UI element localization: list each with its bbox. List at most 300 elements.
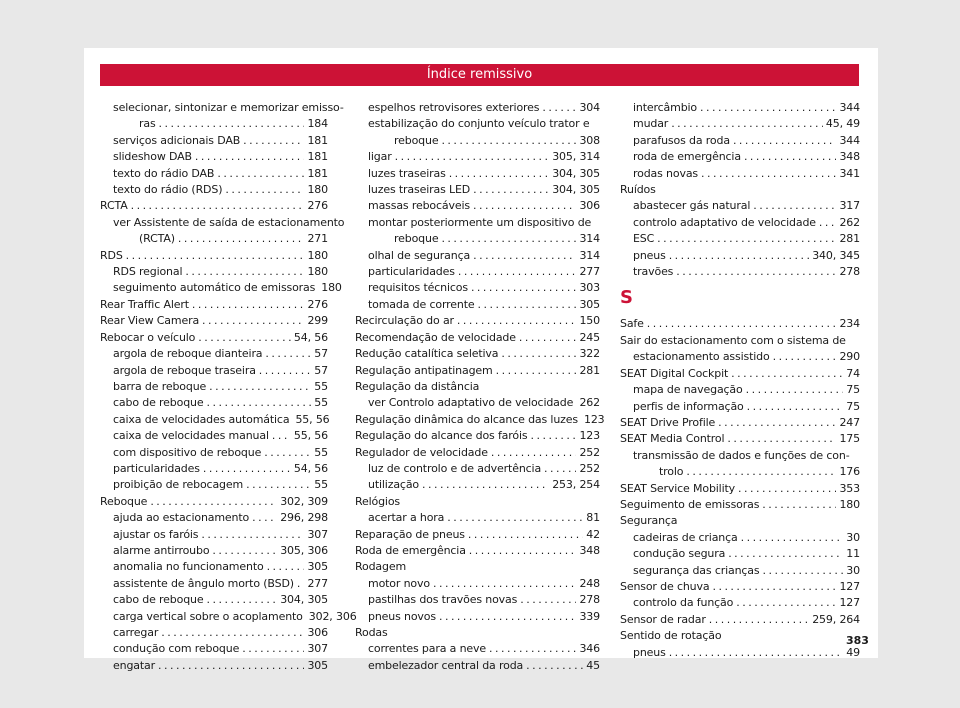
index-term: travões xyxy=(633,265,674,279)
index-entry xyxy=(355,609,600,625)
index-page-ref: 184 xyxy=(307,117,328,131)
index-page-ref: 277 xyxy=(579,265,600,279)
dot-leader xyxy=(496,363,577,379)
index-entry xyxy=(100,625,328,641)
dot-leader xyxy=(297,576,305,592)
index-entry xyxy=(100,559,328,575)
index-page-ref: 302, 309 xyxy=(280,494,328,508)
index-term: motor novo xyxy=(368,576,430,590)
index-page-ref: 54, 56 xyxy=(293,461,328,475)
index-entry xyxy=(355,313,600,329)
index-term: ajuda ao estacionamento xyxy=(113,511,250,525)
index-page-ref: 55 xyxy=(314,478,328,492)
index-entry xyxy=(620,149,860,165)
dot-leader xyxy=(203,461,291,477)
index-page-ref: 306 xyxy=(307,626,328,639)
index-page-ref: 75 xyxy=(846,399,860,413)
index-page-ref: 271 xyxy=(307,232,328,246)
index-entry xyxy=(620,481,860,497)
section-letter: S xyxy=(620,287,633,309)
index-term: assistente de ângulo morto (BSD) xyxy=(113,576,294,590)
index-term: espelhos retrovisores exteriores xyxy=(368,101,540,114)
index-term: Reparação de pneus xyxy=(355,527,465,541)
index-page-ref: 180 xyxy=(307,265,328,279)
dot-leader xyxy=(700,100,836,116)
index-entry xyxy=(100,658,328,674)
index-term: SEAT Digital Cockpit xyxy=(620,366,729,380)
dot-leader xyxy=(243,133,304,149)
index-entry xyxy=(620,382,860,398)
index-entry xyxy=(100,395,328,411)
dot-leader xyxy=(422,477,549,493)
index-page-ref: 305 xyxy=(307,658,328,672)
index-page-ref: 54, 56 xyxy=(293,330,328,344)
index-page-ref: 341 xyxy=(839,166,860,180)
index-page-ref: 262 xyxy=(579,396,600,410)
index-term: particularidades xyxy=(368,265,455,279)
index-page-ref: 290 xyxy=(839,350,860,364)
index-term: SEAT Service Mobility xyxy=(620,481,736,495)
index-term: caixa de velocidades automática xyxy=(113,412,290,426)
index-entry xyxy=(355,477,600,493)
index-entry xyxy=(620,497,860,513)
index-term: intercâmbio xyxy=(633,101,698,114)
index-page-ref: 11 xyxy=(846,547,860,561)
index-page-ref: 30 xyxy=(846,563,860,577)
dot-leader xyxy=(441,231,576,247)
dot-leader xyxy=(259,363,312,379)
index-entry xyxy=(355,412,605,428)
dot-leader xyxy=(206,592,277,608)
dot-leader xyxy=(542,100,576,116)
index-page-ref: 322 xyxy=(579,347,600,361)
index-entry xyxy=(100,510,328,526)
index-entry xyxy=(620,100,860,116)
index-page-ref: 81 xyxy=(586,511,600,525)
dot-leader xyxy=(395,149,550,165)
index-term: cadeiras de criança xyxy=(633,530,738,544)
index-entry xyxy=(355,166,600,182)
index-heading: Regulação da distância xyxy=(355,379,480,393)
index-page-ref: 252 xyxy=(579,461,600,475)
dot-leader xyxy=(731,366,843,382)
index-page-ref: 305, 306 xyxy=(280,543,328,557)
index-heading: ver Assistente de saída de estacionamento xyxy=(113,215,345,229)
index-term: caixa de velocidades manual xyxy=(113,429,269,443)
page-header: Índice remissivo xyxy=(100,64,859,86)
dot-leader xyxy=(753,198,836,214)
index-page-ref: 253, 254 xyxy=(552,478,600,492)
index-term: Rear View Camera xyxy=(100,314,200,328)
index-term: Rear Traffic Alert xyxy=(100,297,189,311)
dot-leader xyxy=(501,346,576,362)
index-term: Regulador de velocidade xyxy=(355,445,488,459)
page-number: 383 xyxy=(846,634,869,647)
index-term: ver Controlo adaptativo de velocidade xyxy=(368,396,574,410)
index-entry xyxy=(100,576,328,592)
dot-leader xyxy=(252,510,277,526)
index-page-ref: 353 xyxy=(839,481,860,495)
index-entry xyxy=(355,576,600,592)
index-term: condução com reboque xyxy=(113,642,240,656)
dot-leader xyxy=(458,264,577,280)
index-entry xyxy=(355,641,600,657)
index-term: anomalia no funcionamento xyxy=(113,560,264,574)
index-page-ref: 304, 305 xyxy=(280,593,328,607)
index-term: embelezador central da roda xyxy=(368,658,524,672)
index-page-ref: 308 xyxy=(579,133,600,147)
index-entry xyxy=(620,595,860,611)
dot-leader xyxy=(126,248,305,264)
index-entry xyxy=(100,116,328,132)
index-page-ref: 259, 264 xyxy=(812,612,860,626)
index-heading: Sair do estacionamento com o sistema de xyxy=(620,333,846,347)
index-entry xyxy=(620,116,860,132)
index-entry xyxy=(100,182,328,198)
index-page-ref: 344 xyxy=(839,101,860,114)
index-entry xyxy=(620,530,860,546)
index-term: olhal de segurança xyxy=(368,248,471,262)
dot-leader xyxy=(178,231,305,247)
index-term: mapa de navegação xyxy=(633,383,743,397)
index-page-ref: 304, 305 xyxy=(552,166,600,180)
index-page-ref: 307 xyxy=(307,527,328,541)
index-page-ref: 247 xyxy=(839,415,860,429)
dot-leader xyxy=(762,497,836,513)
index-term: Regulação dinâmica do alcance das luzes xyxy=(355,412,578,426)
index-column-1 xyxy=(100,100,357,674)
index-term: requisitos técnicos xyxy=(368,281,468,295)
dot-leader xyxy=(647,316,837,332)
index-term: reboque xyxy=(394,133,439,147)
index-page-ref: 278 xyxy=(579,593,600,607)
index-term: Regulação do alcance dos faróis xyxy=(355,429,528,443)
index-page-ref: 181 xyxy=(307,150,328,164)
dot-leader xyxy=(449,166,550,182)
index-term: ras xyxy=(139,117,156,131)
index-term: serviços adicionais DAB xyxy=(113,133,241,147)
dot-leader xyxy=(447,510,583,526)
index-page-ref: 181 xyxy=(307,166,328,180)
index-entry xyxy=(620,198,860,214)
index-entry xyxy=(355,149,600,165)
index-entry xyxy=(100,412,328,428)
index-entry xyxy=(355,445,600,461)
index-entry xyxy=(100,363,328,379)
index-page-ref: 45, 49 xyxy=(825,117,860,131)
index-page-ref: 302, 306 xyxy=(308,609,357,623)
index-term: particularidades xyxy=(113,461,200,475)
index-group-s xyxy=(620,316,860,661)
index-entry xyxy=(100,445,328,461)
index-term: barra de reboque xyxy=(113,379,207,393)
dot-leader xyxy=(206,395,311,411)
index-page-ref: 180 xyxy=(321,281,342,295)
index-term: carga vertical sobre o acoplamento xyxy=(113,609,303,623)
index-page-ref: 74 xyxy=(846,366,860,380)
index-term: texto do rádio (RDS) xyxy=(113,183,223,197)
index-page-ref: 278 xyxy=(839,265,860,279)
index-term: cabo de reboque xyxy=(113,396,204,410)
dot-leader xyxy=(433,576,577,592)
index-term: controlo da função xyxy=(633,596,734,610)
index-entry xyxy=(620,563,860,579)
index-term: com dispositivo de reboque xyxy=(113,445,262,459)
index-term: Redução catalítica seletiva xyxy=(355,347,499,361)
index-entry xyxy=(100,379,328,395)
dot-leader xyxy=(217,166,304,182)
index-term: Rebocar o veículo xyxy=(100,330,196,344)
index-term: reboque xyxy=(394,232,439,246)
index-entry xyxy=(100,494,328,510)
dot-leader xyxy=(744,149,837,165)
dot-leader xyxy=(520,592,576,608)
dot-leader xyxy=(212,543,277,559)
dot-leader xyxy=(192,297,305,313)
dot-leader xyxy=(819,215,837,231)
index-term: ajustar os faróis xyxy=(113,527,199,541)
dot-leader xyxy=(709,612,809,628)
index-entry xyxy=(355,100,600,116)
index-entry xyxy=(100,346,328,362)
dot-leader xyxy=(161,625,304,641)
index-term: Recomendação de velocidade xyxy=(355,330,516,344)
index-entry xyxy=(355,543,600,559)
index-entry xyxy=(355,428,600,444)
index-page-ref: 181 xyxy=(307,133,328,147)
index-entry xyxy=(355,346,600,362)
index-entry xyxy=(100,264,328,280)
index-term: parafusos da roda xyxy=(633,133,730,147)
dot-leader xyxy=(457,313,577,329)
index-entry xyxy=(620,215,860,231)
index-term: RDS xyxy=(100,248,123,262)
index-page-ref: 344 xyxy=(839,133,860,147)
dot-leader xyxy=(747,399,844,415)
index-page-ref: 127 xyxy=(839,579,860,593)
index-term: trolo xyxy=(659,465,684,479)
index-page-ref: 127 xyxy=(839,596,860,610)
index-entry xyxy=(355,395,600,411)
dot-leader xyxy=(671,116,823,132)
index-page-ref: 276 xyxy=(307,199,328,213)
index-entry xyxy=(355,198,600,214)
index-term: acertar a hora xyxy=(368,511,445,525)
index-entry xyxy=(620,399,860,415)
index-term: rodas novas xyxy=(633,166,698,180)
index-entry xyxy=(620,248,860,264)
index-term: luzes traseiras LED xyxy=(368,183,471,197)
dot-leader xyxy=(242,641,304,657)
index-page-ref: 299 xyxy=(307,314,328,328)
index-term: RCTA xyxy=(100,199,128,213)
index-term: ligar xyxy=(368,150,392,164)
index-page-ref: 305 xyxy=(307,560,328,574)
index-entry xyxy=(620,431,860,447)
index-column-2 xyxy=(355,100,605,674)
index-page-ref: 30 xyxy=(846,530,860,544)
index-term: Safe xyxy=(620,317,644,331)
index-entry xyxy=(100,330,328,346)
dot-leader xyxy=(131,198,305,214)
index-page-ref: 339 xyxy=(579,609,600,623)
dot-leader xyxy=(741,530,844,546)
index-page-ref: 307 xyxy=(307,642,328,656)
index-term: perfis de informação xyxy=(633,399,744,413)
index-page-ref: 75 xyxy=(846,383,860,397)
index-page-ref: 180 xyxy=(307,183,328,197)
index-page-ref: 303 xyxy=(579,281,600,295)
index-page-ref: 281 xyxy=(579,363,600,377)
index-term: (RCTA) xyxy=(139,232,175,246)
dot-leader xyxy=(265,346,311,362)
dot-leader xyxy=(158,658,304,674)
index-entry xyxy=(355,330,600,346)
dot-leader xyxy=(225,182,304,198)
index-heading: Sentido de rotação xyxy=(620,629,722,643)
dot-leader xyxy=(246,477,311,493)
dot-leader xyxy=(544,461,576,477)
dot-leader xyxy=(201,527,304,543)
index-entry xyxy=(620,231,860,247)
dot-leader xyxy=(733,133,837,149)
index-heading: transmissão de dados e funções de con- xyxy=(633,448,850,462)
index-term: Recirculação do ar xyxy=(355,314,454,328)
index-entry xyxy=(355,363,600,379)
index-term: roda de emergência xyxy=(633,150,741,164)
dot-leader xyxy=(686,464,836,480)
index-entry xyxy=(355,231,600,247)
index-page-ref: 348 xyxy=(579,543,600,557)
dot-leader xyxy=(519,330,577,346)
dot-leader xyxy=(198,330,291,346)
index-entry xyxy=(355,527,600,543)
index-page-ref: 57 xyxy=(314,347,328,361)
index-heading: selecionar, sintonizar e memorizar emisso- xyxy=(113,101,344,114)
index-entry xyxy=(620,166,860,182)
index-term: Sensor de radar xyxy=(620,612,706,626)
index-term: pastilhas dos travões novas xyxy=(368,593,518,607)
index-entry xyxy=(100,592,328,608)
index-term: argola de reboque traseira xyxy=(113,363,256,377)
dot-leader xyxy=(676,264,836,280)
index-term: slideshow DAB xyxy=(113,150,192,164)
index-entry xyxy=(355,592,600,608)
index-entry xyxy=(100,280,342,296)
index-term: utilização xyxy=(368,478,419,492)
dot-leader xyxy=(468,527,583,543)
index-term: carregar xyxy=(113,626,159,639)
index-term: segurança das crianças xyxy=(633,563,760,577)
index-page-ref: 245 xyxy=(579,330,600,344)
index-entry xyxy=(100,149,328,165)
index-term: ESC xyxy=(633,232,655,246)
index-term: Roda de emergência xyxy=(355,543,466,557)
index-entry xyxy=(100,166,328,182)
index-entry xyxy=(100,133,328,149)
index-term: cabo de reboque xyxy=(113,593,204,607)
index-page-ref: 55 xyxy=(314,445,328,459)
index-page-ref: 55 xyxy=(314,396,328,410)
dot-leader xyxy=(159,116,305,132)
index-page-ref: 150 xyxy=(579,314,600,328)
index-term: controlo adaptativo de velocidade xyxy=(633,215,816,229)
index-entry xyxy=(355,461,600,477)
index-page-ref: 305 xyxy=(579,297,600,311)
index-entry xyxy=(100,609,357,625)
index-page-ref: 175 xyxy=(839,432,860,446)
index-page-ref: 123 xyxy=(583,412,605,426)
index-entry xyxy=(355,510,600,526)
dot-leader xyxy=(272,428,291,444)
index-page-ref: 180 xyxy=(839,497,860,511)
dot-leader xyxy=(669,645,844,661)
index-page-ref: 180 xyxy=(307,248,328,262)
index-entry xyxy=(620,612,860,628)
index-term: pneus novos xyxy=(368,609,436,623)
dot-leader xyxy=(441,133,576,149)
index-heading: Relógios xyxy=(355,494,401,508)
dot-leader xyxy=(264,445,311,461)
index-entry xyxy=(620,415,860,431)
index-term: Seguimento de emissoras xyxy=(620,497,760,511)
index-page-ref: 317 xyxy=(839,199,860,213)
dot-leader xyxy=(669,248,810,264)
index-entry xyxy=(620,349,860,365)
dot-leader xyxy=(773,349,837,365)
index-entry xyxy=(355,297,600,313)
index-entry xyxy=(100,461,328,477)
dot-leader xyxy=(473,248,576,264)
index-term: Sensor de chuva xyxy=(620,579,710,593)
index-term: argola de reboque dianteira xyxy=(113,347,263,361)
index-term: SEAT Media Control xyxy=(620,432,725,446)
dot-leader xyxy=(718,415,836,431)
index-entry xyxy=(100,313,328,329)
index-page-ref: 346 xyxy=(579,642,600,656)
index-entry xyxy=(100,641,328,657)
index-page-ref: 123 xyxy=(579,429,600,443)
index-heading: montar posteriormente um dispositivo de xyxy=(368,215,592,229)
index-page-ref: 57 xyxy=(314,363,328,377)
index-term: abastecer gás natural xyxy=(633,199,751,213)
index-entry xyxy=(620,366,860,382)
dot-leader xyxy=(712,579,836,595)
dot-leader xyxy=(657,231,836,247)
dot-leader xyxy=(738,481,836,497)
index-term: luz de controlo e de advertência xyxy=(368,461,542,475)
index-page-ref: 234 xyxy=(839,317,860,331)
index-heading: estabilização do conjunto veículo trator e xyxy=(368,117,590,131)
index-heading: Rodas xyxy=(355,626,388,639)
dot-leader xyxy=(473,182,549,198)
index-heading: Ruídos xyxy=(620,183,656,197)
dot-leader xyxy=(477,297,576,313)
dot-leader xyxy=(491,445,577,461)
index-entry xyxy=(100,231,328,247)
index-page-ref: 340, 345 xyxy=(812,248,860,262)
index-term: mudar xyxy=(633,117,669,131)
dot-leader xyxy=(473,198,577,214)
dot-leader xyxy=(150,494,277,510)
index-page-ref: 45 xyxy=(586,658,600,672)
index-term: texto do rádio DAB xyxy=(113,166,215,180)
index-entry xyxy=(355,264,600,280)
dot-leader xyxy=(701,166,836,182)
index-page-ref: 252 xyxy=(579,445,600,459)
index-page-ref: 276 xyxy=(307,297,328,311)
index-page-ref: 248 xyxy=(579,576,600,590)
